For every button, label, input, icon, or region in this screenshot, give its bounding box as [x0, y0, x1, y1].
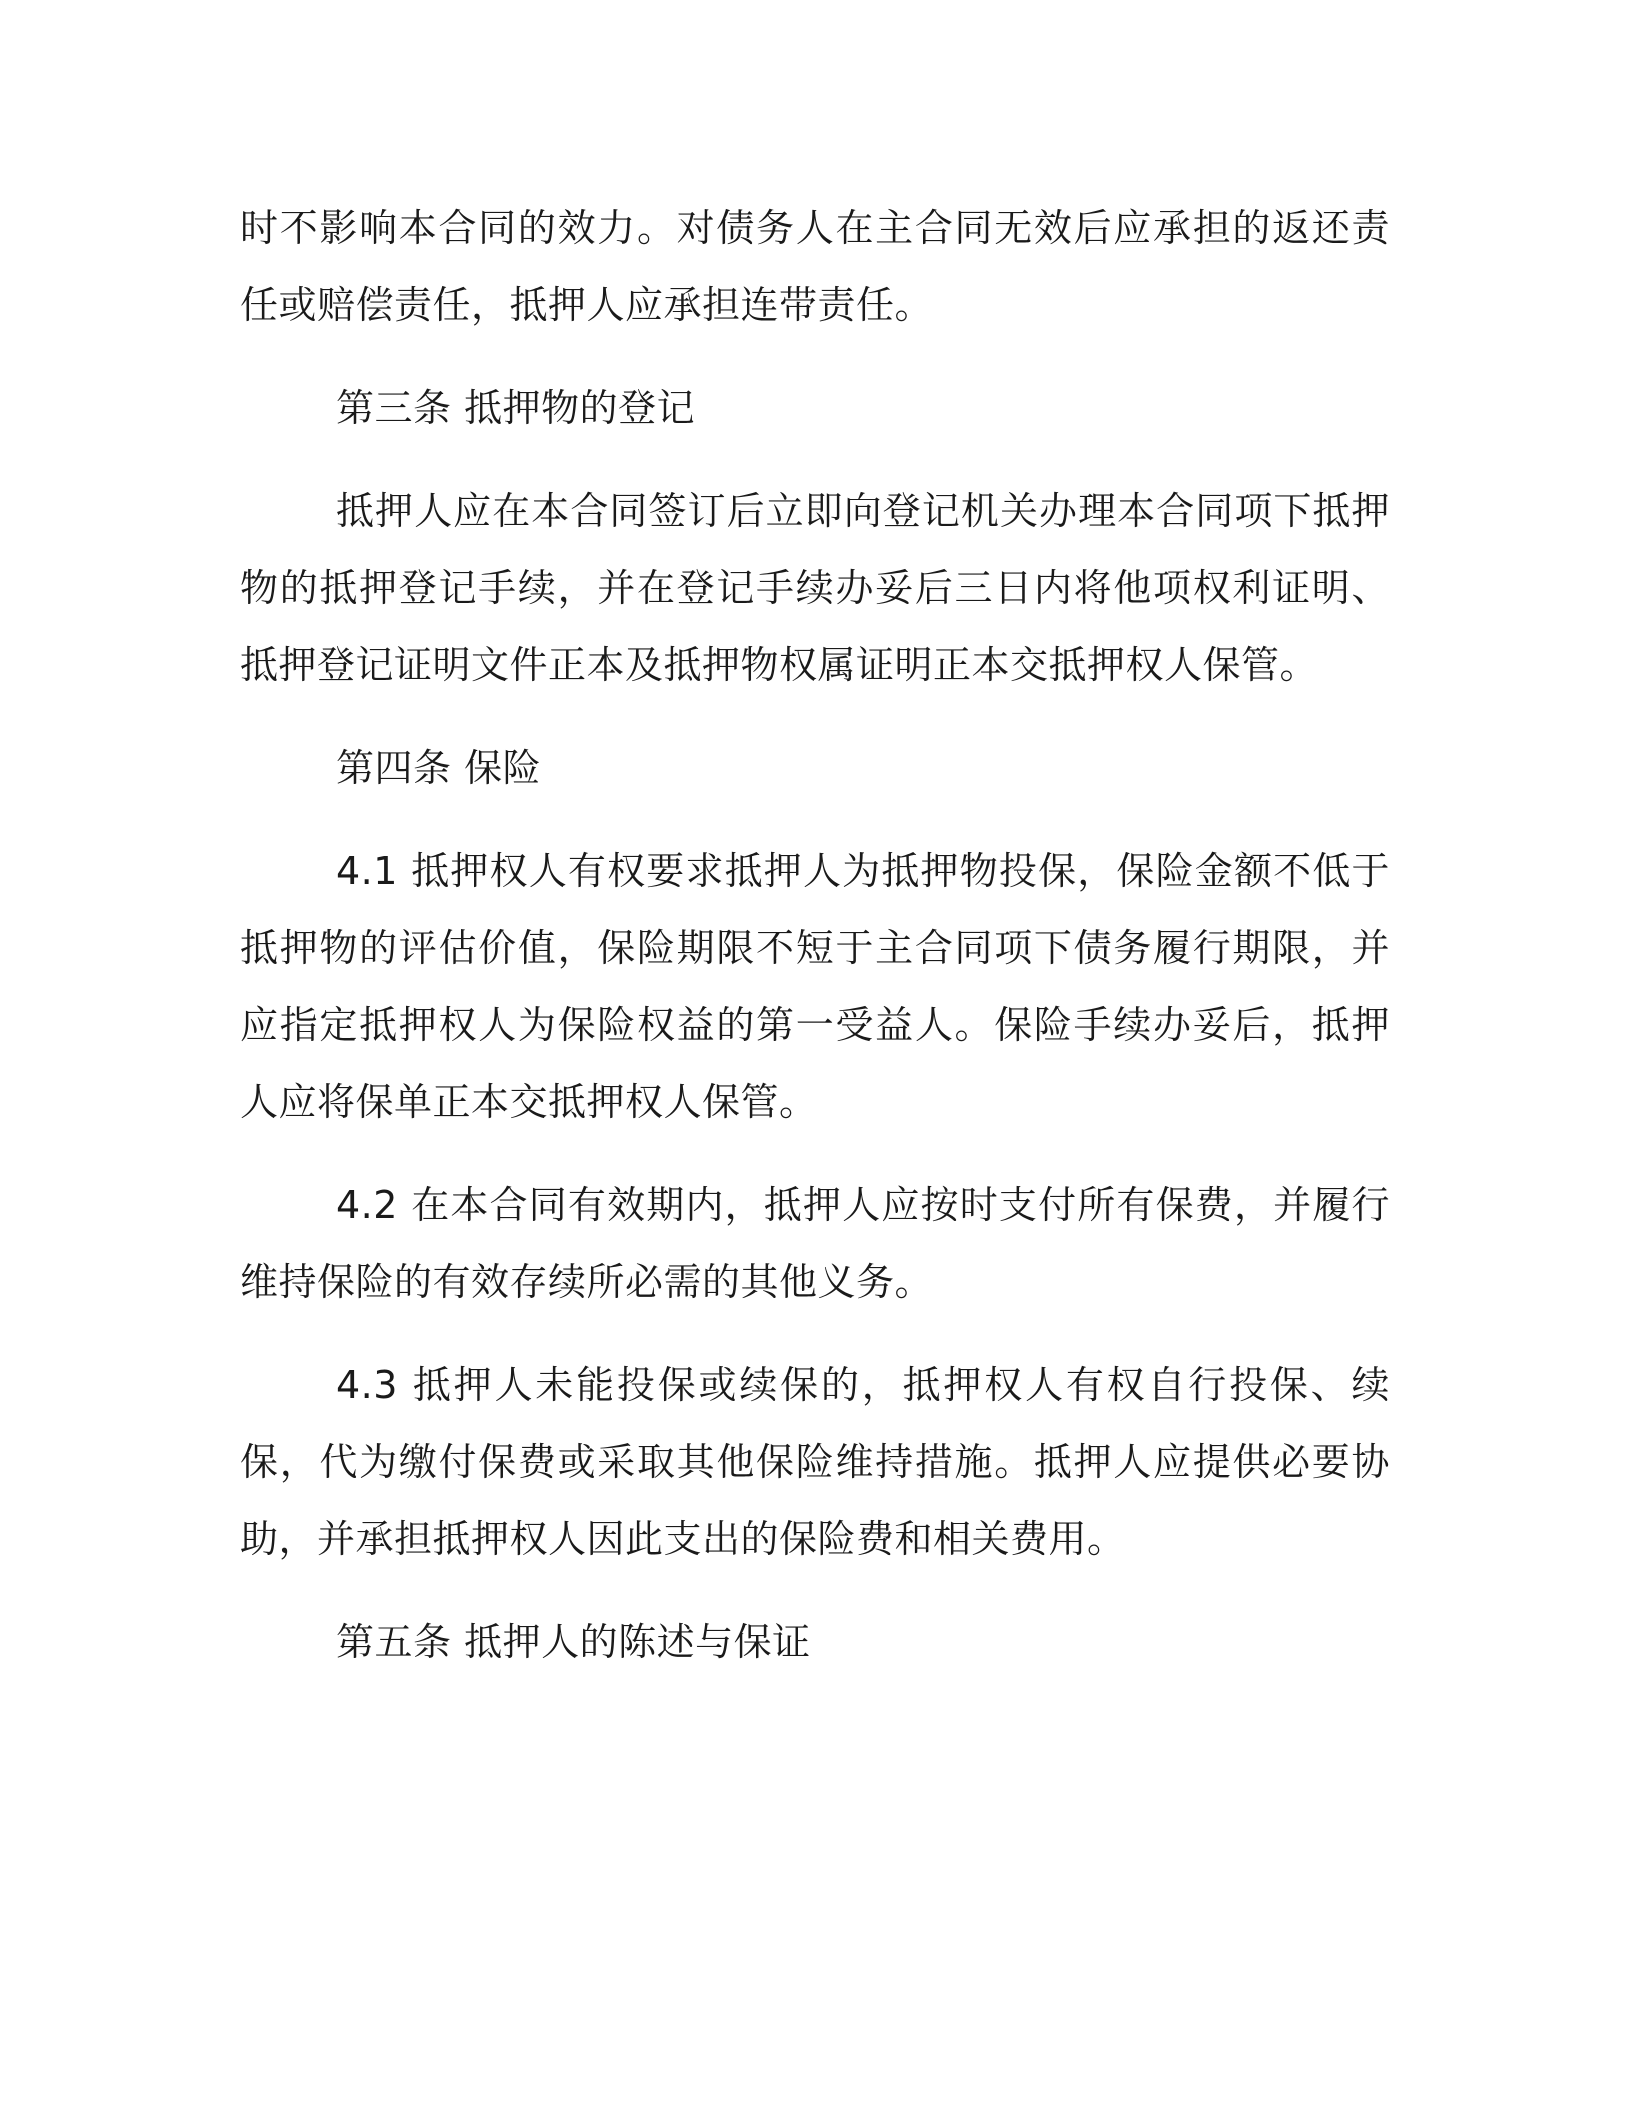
document-body [240, 190, 1390, 1707]
article-5-heading: 第五条 抵押人的陈述与保证 [336, 1620, 811, 1664]
article-3-body: 抵押人应在本合同签订后立即向登记机关办理本合同项下抵押物的抵押登记手续，并在登记手续办妥后三日内将他项权利证明、抵押登记证明文件正本及抵押物权属证明正本交抵押权人保管。 [240, 489, 1390, 687]
clause-4-3: 4.3 抵押人未能投保或续保的，抵押权人有权自行投保、续保，代为缴付保费或采取其他保险维持措施。抵押人应提供必要协助，并承担抵押权人因此支出的保险费和相关费用。 [240, 1363, 1390, 1561]
article-3-heading: 第三条 抵押物的登记 [336, 386, 696, 430]
article-4-heading: 第四条 保险 [336, 746, 542, 790]
continuation-paragraph: 时不影响本合同的效力。对债务人在主合同无效后应承担的返还责任或赔偿责任，抵押人应承担连带责任。 [240, 206, 1390, 327]
clause-4-1: 4.1 抵押权人有权要求抵押人为抵押物投保，保险金额不低于抵押物的评估价值，保险期限不短于主合同项下债务履行期限，并应指定抵押权人为保险权益的第一受益人。保险手续办妥后，抵押人应将保单正本交抵押权人保管。 [240, 849, 1390, 1124]
clause-4-2: 4.2 在本合同有效期内，抵押人应按时支付所有保费，并履行维持保险的有效存续所必需的其他义务。 [240, 1183, 1390, 1304]
